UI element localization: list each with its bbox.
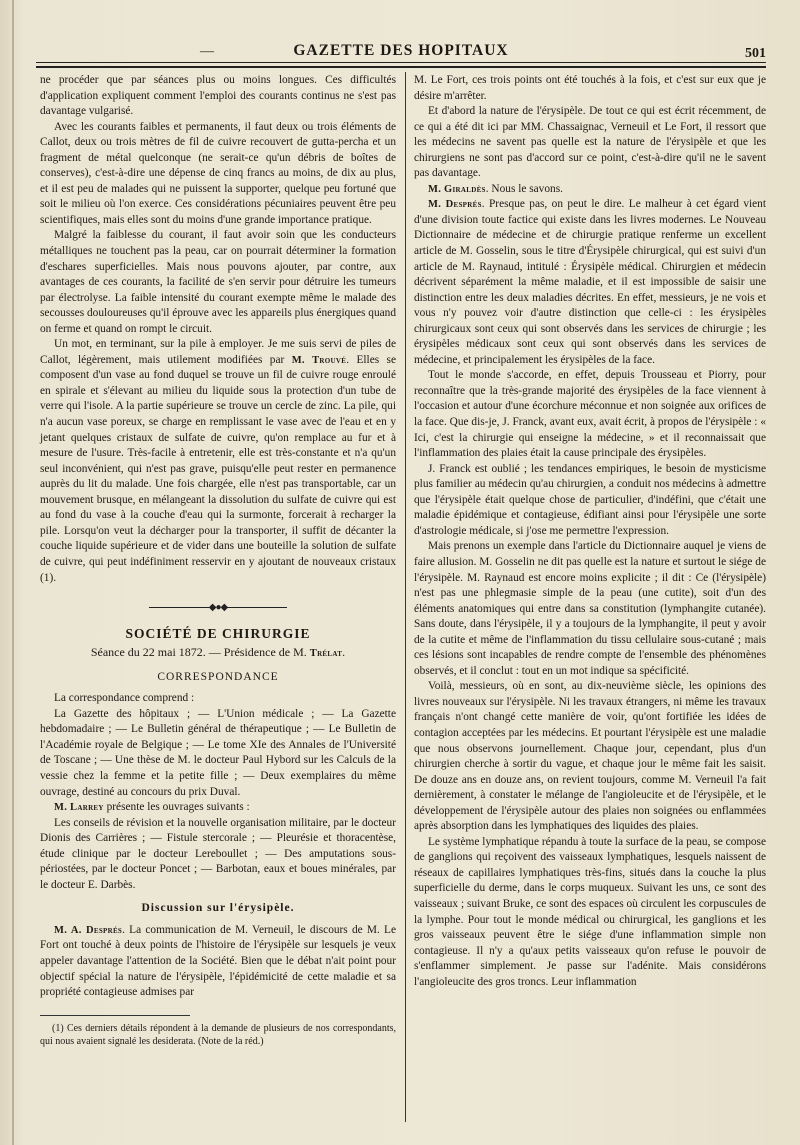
binding-edge — [12, 0, 14, 1145]
paragraph: Le système lymphatique répandu à toute la surface de la peau, se compose de ganglions qui reçoivent des vaisseaux lymphatiques, lesquels naissent de réseaux de capillaires lymphatiques très-fins, situés dans la couche la plus superficielle du derme, dans le corps muqueux. Suivant les uns, ce sont des vaisseaux ; suivant Bruke, ce sont des espaces où circulent les corpuscules de la lymphe. Pour tout le monde médical ou chirurgical, les ganglions et les gros vaisseaux peuvent être le siége d'une inflammation simple non contagieuse. Il n'y a qu'aux petits vaisseaux qu'on refuse le pouvoir de s'enflammer simplement. Je passe sur l'adénite. Mais considérons l'angioleucite des gros troncs. Leur inflammation — [414, 835, 766, 988]
paragraph — [40, 800, 396, 816]
paragraph: Les conseils de révision et la nouvelle organisation militaire, par le docteur Dionis des Carrières ; — Fistule stercorale ; — Pleurésie et thoracentèse, étude clinique par le docteur Lereboullet ; — Des amputations sous-périostées, par le docteur Poncet ; — Barbotan, eaux et boues minérales, par le docteur E. Darbès. — [40, 816, 396, 891]
footnote: (1) Ces derniers détails répondent à la demande de plusieurs de nos correspondants, qui nous avaient signalé les desiderata. (Note de la réd.) — [40, 1022, 396, 1047]
paragraph-text: . Presque pas, on peut le dire. Le malheur à cet égard vient d'une division toute factice qui existe dans les livres modernes. Le Nouveau Dictionnaire de médecine et de chirurgie pratique renferme un excellent article de M. Gosselin, sous le titre d'Érysipèle chirurgical, qui est suivi d'un article de M. Raynaud, intitulé : Érysipèle médical. Chirurgien et médecin décrivent séparément la même maladie, et il est impossible de saisir une distinction entre les deux maladies décrites. En effet, messieurs, je ne vois et vous n'y pouvez voir d'autre distinction que celle-ci : les érysipèles chirurgicaux sont ceux qui sont observés dans les services de chirurgie ; les érysipèles médicaux sont ceux qui sont observés dans les services de médecine, et principalement les érysipèles de la face. — [414, 198, 767, 366]
left-column — [40, 73, 396, 1048]
paragraph: Avec les courants faibles et permanents, il faut deux ou trois éléments de Callot, deux ou trois mètres de fil de cuivre recouvert de gutta-percha et un fragment de métal quelconque (ne serait-ce qu'un débris de boîtes de conserves), c'est-à-dire une dépense de cinq francs au moins, de dix au plus, et il est peu de malades qui ne puissent la supporter, quelque peu fortuné que soit le milieu où l'on exerce. Ces considérations pécuniaires peuvent être peu scientifiques, mais elles sont du moins d'une grande importance pratique. — [40, 120, 396, 226]
paragraph: La Gazette des hôpitaux ; — L'Union médicale ; — La Gazette hebdomadaire ; — Le Bulletin général de thérapeutique ; — Le Bulletin de l'Académie royale de Belgique ; — Le tome XIe des Annales de l'Université de Toscane ; — Une thèse de M. le docteur Paul Hybord sur les Calculs de la vessie chez la femme et la petite fille ; — Deux exemplaires du même ouvrage, destiné au concours du prix Duval. — [40, 707, 396, 798]
paragraph: Malgré la faiblesse du courant, il faut avoir soin que les conducteurs métalliques ne touchent pas la peau, car on pourrait déterminer la formation d'eschares superficielles. Mais nous pouvons ajouter, par contre, aux avantages de ces courants, la facilité de s'en servir pour détruire les tumeurs par électrolyse. La faible intensité du courant exempte même le malade des secousses douloureuses qu'il éprouve avec les appareils plus énergiques quand on ferme et quand on rompt le circuit. — [40, 229, 396, 335]
paragraph: J. Franck est oublié ; les tendances empiriques, le besoin de mysticisme plus familier au médecin qu'au chirurgien, a conduit nos médecins à admettre que l'érysipèle était quelque chose de particulier, d'indéfini, que c'était une maladie épidémique et contagieuse, édifiant ainsi pour l'érysipèle une sorte d'astrologie médicale, si j'ose me permettre l'expression. — [414, 462, 766, 537]
paragraph: Et d'abord la nature de l'érysipèle. De tout ce qui est écrit récemment, de ce qui a été dit ici par MM. Chassaignac, Verneuil et Le Fort, il ressort que les médecins ne savent pas quelle est la nature de l'érysipèle et que les chirurgiens ne sont pas d'accord sur ce point, c'est-à-dire qu'il ne le savent pas davantage. — [414, 105, 766, 180]
header-rule-thin — [36, 62, 766, 63]
correspondence-heading: CORRESPONDANCE — [157, 670, 279, 683]
paragraph-text: . Nous le savons. — [485, 182, 563, 195]
journal-title: GAZETTE DES HOPITAUX — [293, 42, 509, 59]
paragraph-text: Un mot, en terminant, sur la pile à employer. Je me suis servi de piles de Callot, légèrement, mais utilement modifiées par — [40, 338, 396, 366]
session-end: . — [342, 645, 346, 660]
column-divider — [405, 72, 406, 1122]
header-rule-thick — [36, 66, 766, 68]
paragraph: ne procéder que par séances plus ou moins longues. Ces difficultés d'application expliquent comment l'emploi des courants continus ne s'est pas davantage vulgarisé. — [40, 74, 396, 118]
session-line — [40, 645, 396, 662]
discussion-heading: Discussion sur l'érysipèle. — [141, 902, 295, 915]
paragraph-text: présente les ouvrages suivants : — [103, 801, 250, 814]
paragraph: Voilà, messieurs, où en sont, au dix-neuvième siècle, les opinions des livres nouveaux sur l'érysipèle. Ni les travaux étrangers, ni même les travaux français n'ont changé cette manière de voir, qu'ont fortifiée les idées de contagion acceptées par les médecins. Et pourtant l'érysipèle est une maladie que nous observons journellement. Chaque jour, cependant, plus d'un chirurgien cherche à sortir du vague, et chaque jour le même fait les saisit. De douze ans en douze ans, on revient toujours, comme M. Verneuil l'a fait dernièrement, à constater le mélange de l'angioleucite et de l'érysipèle, et le développement de l'érysipèle autour des plaies non soignées ou enflammées après absorption dans les lymphatiques des liquides des plaies. — [414, 680, 766, 833]
right-column — [414, 73, 766, 990]
paragraph — [40, 337, 396, 586]
speaker-name: M. Giraldès — [428, 183, 486, 195]
footnote-rule — [40, 1015, 190, 1016]
paragraph: Tout le monde s'accorde, en effet, depuis Trousseau et Piorry, pour reconnaître que la très-grande majorité des érysipèles de la face viennent à l'occasion et autour d'une écorchure méconnue et non soignée aux orifices de la face. Que dis-je, J. Franck, avant eux, avait écrit, à propos de l'érysipèle : « Ici, c'est la chirurgie qui enseigne la médecine, » et il reconnaissait que l'inflammation des plaies était la cause principale des érysipèles. — [414, 369, 766, 460]
section-ornament: ◆●◆ — [40, 600, 396, 616]
paragraph — [414, 197, 766, 368]
page-number: 501 — [745, 46, 766, 61]
paragraph — [414, 182, 766, 198]
paragraph — [40, 923, 396, 1001]
president-name: Trélat — [309, 648, 343, 660]
paragraph: M. Le Fort, ces trois points ont été touchés à la fois, et c'est sur eux que je désire m'arrêter. — [414, 74, 766, 102]
author-name: M. Trouvé — [291, 354, 347, 366]
paragraph: La correspondance comprend : — [54, 692, 195, 705]
section-title: SOCIÉTÉ DE CHIRURGIE — [125, 625, 311, 641]
speaker-name: M. A. Després — [54, 924, 123, 936]
paragraph: Mais prenons un exemple dans l'article du Dictionnaire auquel je viens de faire allusion. M. Gosselin ne dit pas quelle est la nature et surtout le siége de l'érysipèle. M. Raynaud est encore moins explicite ; il dit : Ce (l'érysipèle) n'est pas une phlegmasie simple de la peau (une cutite), soit d'un des éléments anatomiques qui entre dans sa constitution (lymphangite cutanée). Sans doute, dans l'érysipèle, il y a toujours de la lymphangite, il peut y avoir de la cutite et même de l'inflammation du tissu cellulaire sous-cutané ; mais ces lésions sont incapables de rendre compte de l'ensemble des phénomènes observés, et il conclut : tout en un mot indique sa spécificité. — [414, 540, 766, 677]
header-dash: — — [200, 44, 214, 59]
paragraph-text: . La communication de M. Verneuil, le discours de M. Le Fort ont touché à deux points de l'histoire de l'érysipèle sur lesquels je veux appeler davantage l'attention de la Société. Bien que le débat n'ait point pour objectif spécial la nature de l'érysipèle, l'épidémicité de cette maladie et sa propriété contagieuse admises par — [40, 923, 396, 999]
paragraph-text: . Elles se composent d'un vase au fond duquel se trouve un fil de cuivre rouge enroulé en spirale et s'élevant au milieu du liquide sous la protection d'un tube de verre qui l'isole. A la partie supérieure se trouve un cercle de zinc. La pile, qui n'a aucun vase poreux, se charge en remplissant le vase avec de l'eau et en y jetant quelques cristaux de sulfate de cuivre, qu'on remplace au fur et à mesure de l'usure. Très-facile à entretenir, elle est très-constante et n'a qu'un seul inconvénient, qui n'est pas grave, puisqu'elle peut rester en permanence auprès du lit du malade. Une fois chargée, elle n'est pas transportable, car un mouvement brusque, en mélangeant la dissolution du sulfate de cuivre qui est au fond du vase à la couche d'eau qui la surmonte, forcerait à recharger la pile. Lorsqu'on veut la décharger pour la transporter, il suffit de décanter la couche liquide supérieure et de vider dans une bouteille la solution de sulfate de cuivre, qui peut indéfiniment resservir en y ajoutant de nouveaux cristaux (1). — [40, 353, 396, 584]
session-date: Séance du 22 mai 1872. — Présidence de M. — [90, 645, 310, 660]
speaker-name: M. Després — [428, 199, 482, 211]
speaker-name: M. Larrey — [54, 802, 104, 814]
